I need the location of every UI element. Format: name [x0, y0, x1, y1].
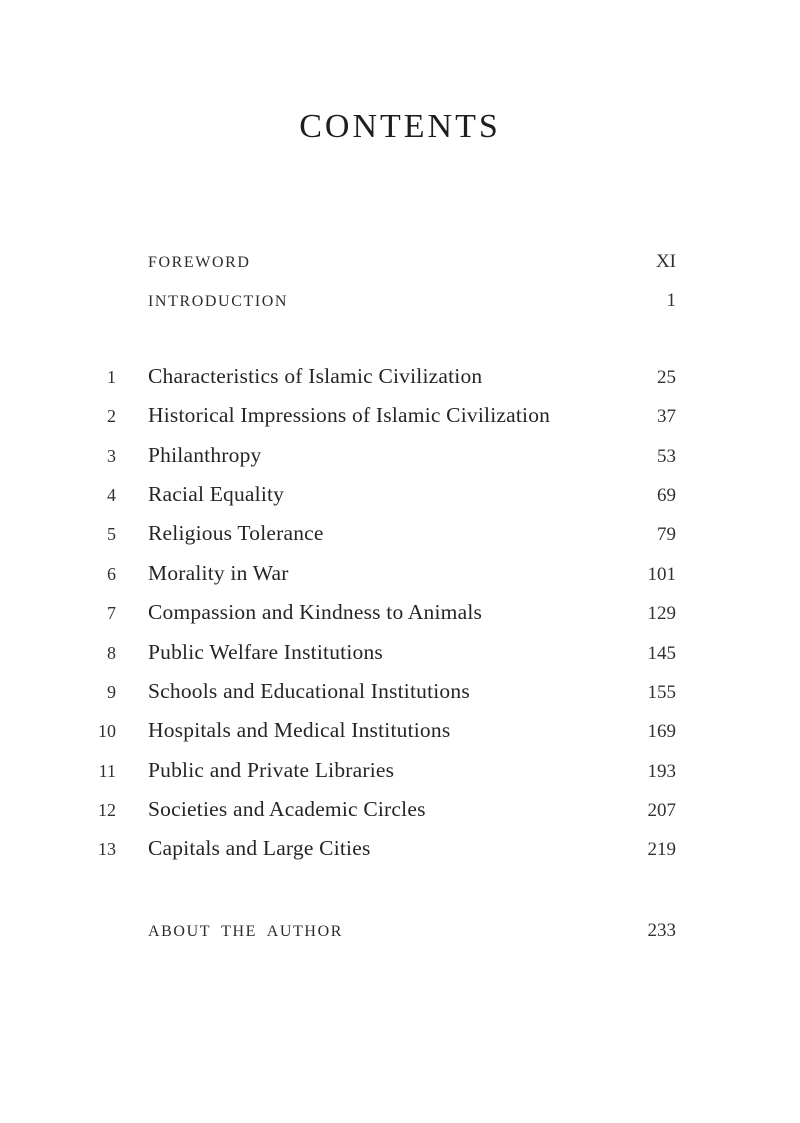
chapter-title: Schools and Educational Institutions — [148, 678, 470, 703]
chapter-row — [96, 436, 676, 475]
back-matter-section — [96, 911, 676, 950]
chapter-number: 9 — [107, 681, 116, 702]
page-number: 37 — [657, 406, 676, 428]
chapter-title: Societies and Academic Circles — [148, 797, 426, 822]
chapter-row — [96, 554, 676, 593]
chapter-row — [96, 672, 676, 711]
back-matter-row — [96, 911, 676, 950]
chapter-number: 8 — [107, 642, 116, 663]
chapter-row — [96, 514, 676, 553]
page-number: 233 — [647, 919, 676, 941]
chapter-title: Morality in War — [148, 560, 289, 585]
page-number: 69 — [657, 484, 676, 506]
back-matter-label: ABOUT THE AUTHOR — [148, 922, 344, 940]
page-number: 155 — [647, 681, 676, 703]
page-number: 207 — [647, 800, 676, 822]
chapter-title: Characteristics of Islamic Civilization — [148, 363, 483, 388]
chapter-number: 11 — [98, 760, 116, 781]
chapter-title: Religious Tolerance — [148, 521, 324, 546]
chapter-number: 5 — [107, 524, 116, 545]
chapter-title: Racial Equality — [148, 481, 285, 506]
page-number: 53 — [657, 445, 676, 467]
chapter-number: 3 — [107, 445, 116, 466]
chapter-row — [96, 751, 676, 790]
chapter-title: Hospitals and Medical Institutions — [148, 718, 451, 743]
chapter-row — [96, 790, 676, 829]
page-title: CONTENTS — [299, 108, 501, 145]
front-matter-row — [96, 281, 676, 320]
chapter-row — [96, 829, 676, 868]
chapter-number: 6 — [107, 563, 116, 584]
front-matter-section — [96, 242, 676, 321]
chapter-row — [96, 633, 676, 672]
chapter-title: Philanthropy — [148, 442, 262, 467]
chapter-row — [96, 593, 676, 632]
page-number: XI — [655, 251, 676, 272]
page-number: 145 — [647, 642, 676, 664]
chapter-title: Historical Impressions of Islamic Civilization — [148, 403, 551, 428]
chapter-title: Public Welfare Institutions — [148, 639, 383, 664]
chapter-row — [96, 357, 676, 396]
chapters-section — [96, 357, 676, 869]
page-number: 193 — [647, 760, 676, 782]
front-matter-row — [96, 242, 676, 281]
table-of-contents — [96, 242, 676, 950]
page-number: 169 — [647, 721, 676, 743]
front-matter-label: FOREWORD — [148, 254, 251, 271]
chapter-title: Public and Private Libraries — [148, 757, 395, 782]
page-number: 1 — [666, 290, 676, 312]
chapter-title: Compassion and Kindness to Animals — [148, 600, 483, 625]
chapter-number: 13 — [98, 839, 116, 860]
page-number: 25 — [657, 366, 676, 388]
chapter-number: 4 — [107, 484, 116, 505]
chapter-row — [96, 711, 676, 750]
page-number: 219 — [647, 839, 676, 861]
chapter-number: 10 — [98, 721, 116, 742]
page-number: 79 — [657, 524, 676, 546]
chapter-row — [96, 475, 676, 514]
chapter-number: 2 — [107, 406, 116, 427]
chapter-number: 1 — [107, 366, 116, 387]
page-number: 129 — [647, 603, 676, 625]
chapter-row — [96, 396, 676, 435]
chapter-number: 12 — [98, 800, 116, 821]
page-number: 101 — [647, 563, 676, 585]
chapter-title: Capitals and Large Cities — [148, 836, 371, 861]
chapter-number: 7 — [107, 603, 116, 624]
front-matter-label: INTRODUCTION — [148, 293, 289, 311]
